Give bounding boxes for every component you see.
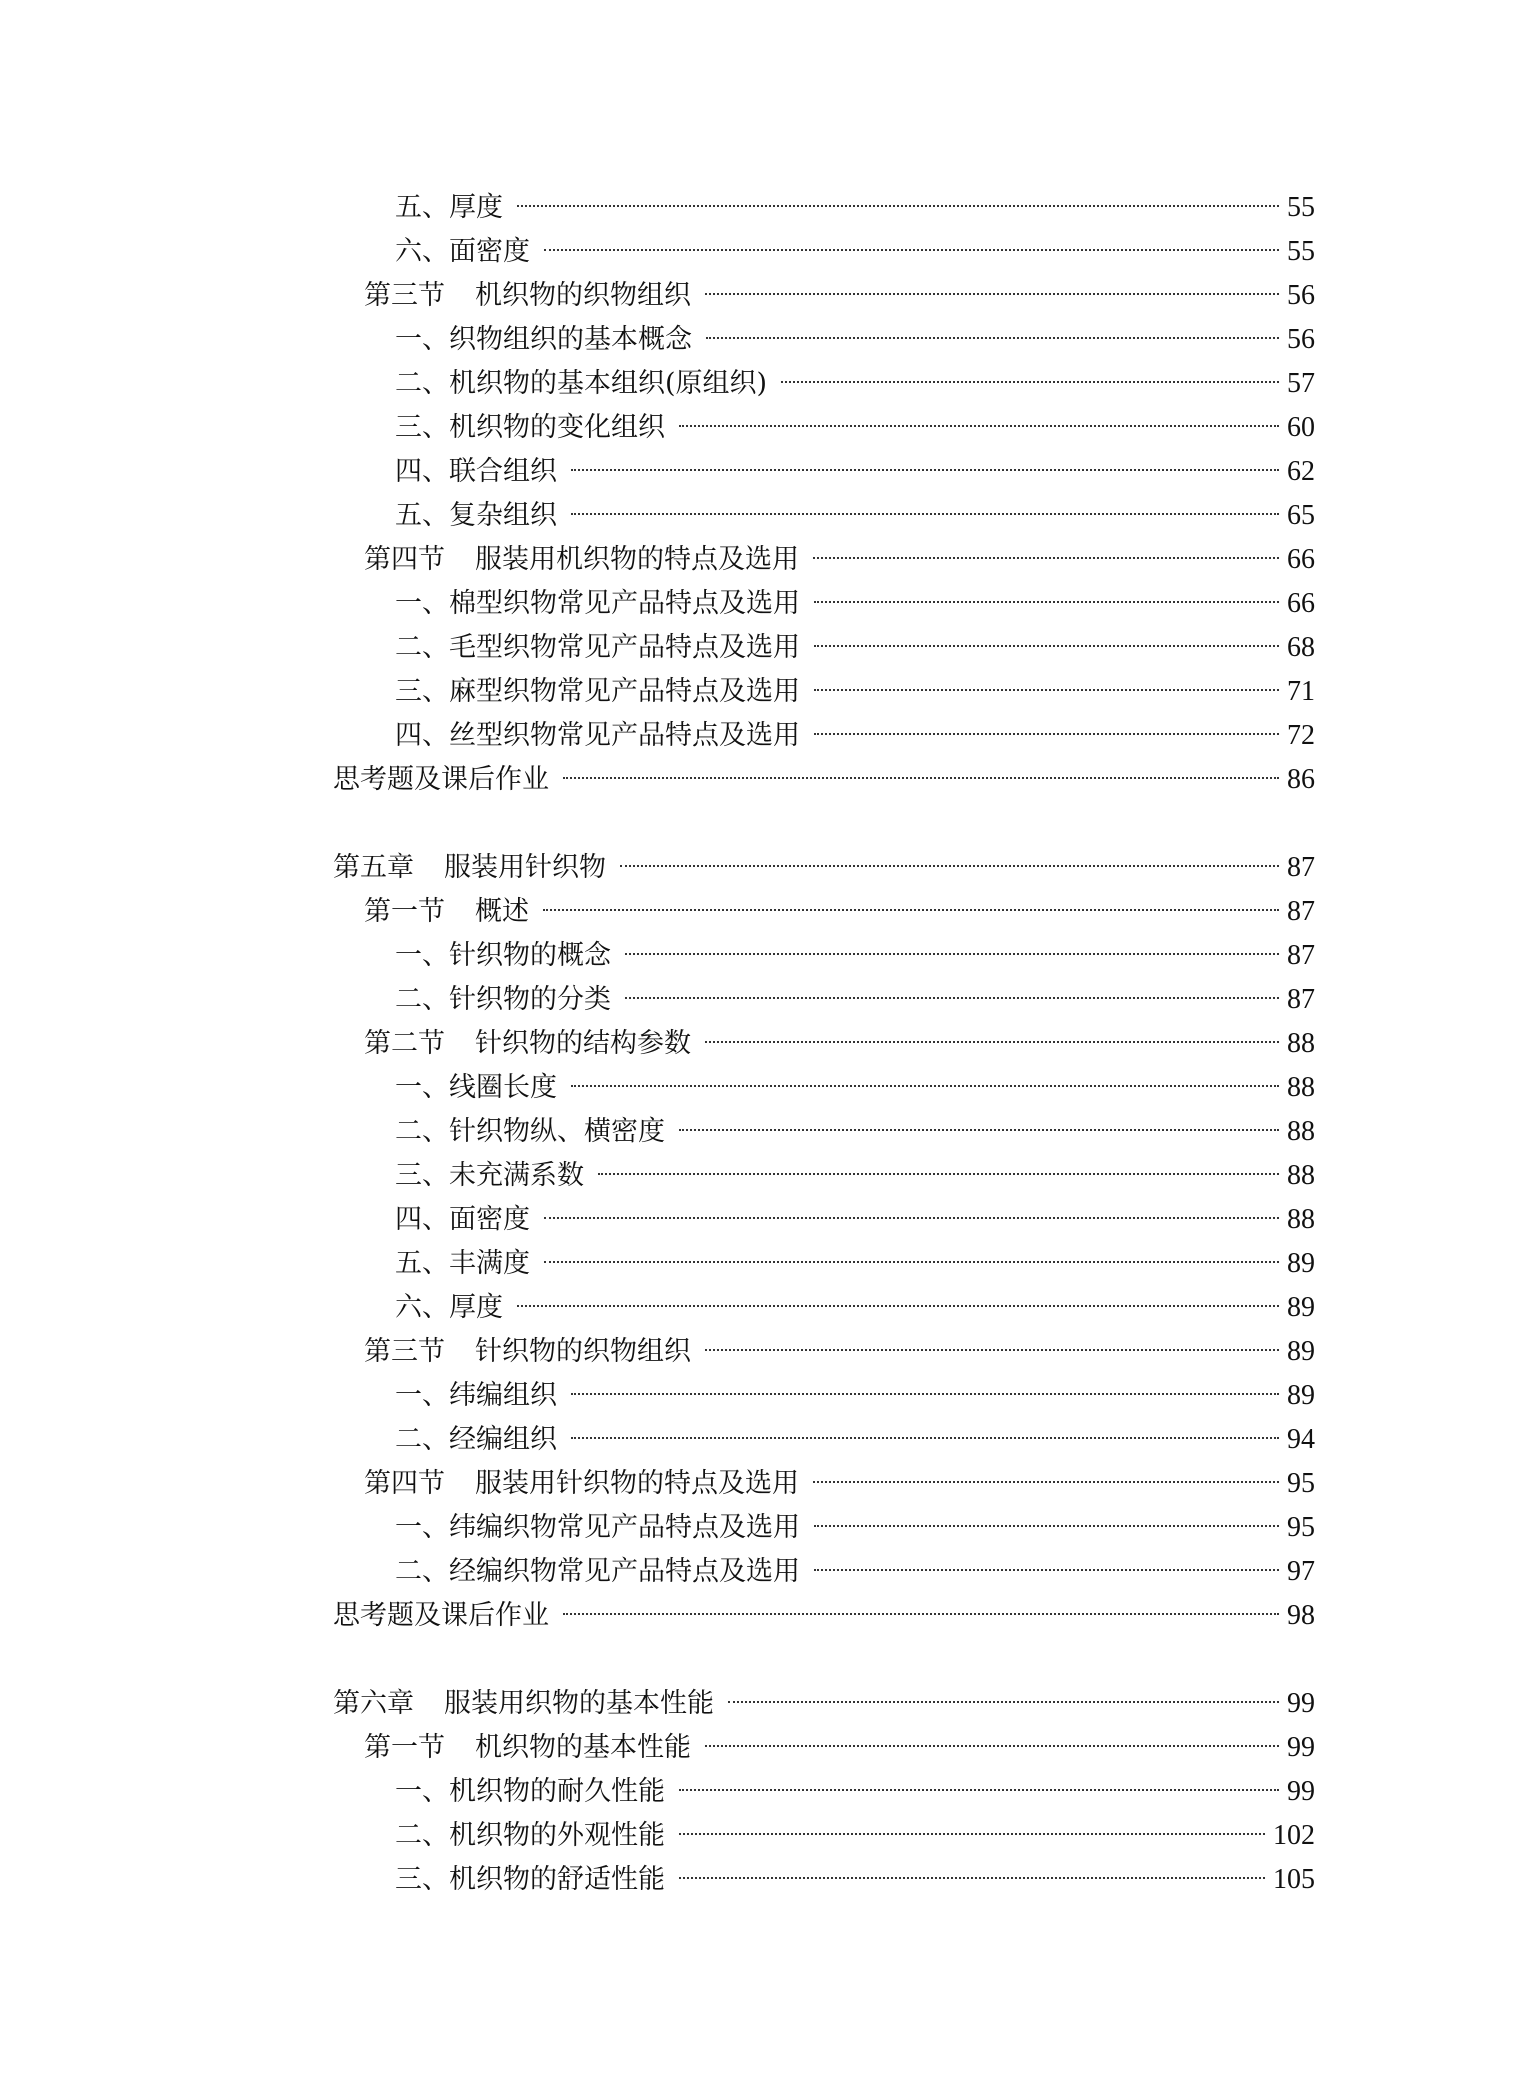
- toc-entry-title: [364, 274, 691, 318]
- toc-title-text: 三、麻型织物常见产品特点及选用: [395, 676, 800, 707]
- toc-entry-subsection[interactable]: [333, 362, 1315, 406]
- toc-section-number: 第二节: [364, 1028, 445, 1059]
- toc-page-number: 55: [1287, 192, 1315, 223]
- toc-dot-leader: [814, 733, 1279, 735]
- toc-entry-title: [395, 1506, 800, 1550]
- toc-entry-title: [333, 846, 606, 890]
- toc-entry-subsection[interactable]: [333, 1154, 1315, 1198]
- toc-dot-leader: [706, 337, 1279, 339]
- toc-entry-section[interactable]: [333, 538, 1315, 582]
- toc-page-number: 98: [1287, 1600, 1315, 1631]
- toc-dot-leader: [705, 1745, 1279, 1747]
- toc-entry-section[interactable]: [333, 1022, 1315, 1066]
- toc-dot-leader: [544, 249, 1279, 251]
- toc-entry-title: [395, 1242, 530, 1286]
- toc-entry-title: [364, 538, 799, 582]
- toc-page-number: 88: [1287, 1160, 1315, 1191]
- toc-entry-subsection[interactable]: [333, 1242, 1315, 1286]
- toc-entry-title: [333, 1682, 714, 1726]
- toc-dot-leader: [814, 645, 1279, 647]
- toc-title-text: 机织物的基本性能: [475, 1732, 691, 1763]
- toc-page-number: 95: [1287, 1468, 1315, 1499]
- toc-entry-title: [395, 1066, 557, 1110]
- toc-dot-leader: [814, 601, 1279, 603]
- toc-title-text: 三、机织物的变化组织: [395, 412, 665, 443]
- toc-entry-subsection[interactable]: [333, 626, 1315, 670]
- toc-page-number: 88: [1287, 1116, 1315, 1147]
- toc-entry-title: [395, 582, 800, 626]
- toc-dot-leader: [679, 1833, 1265, 1835]
- toc-dot-leader: [679, 1877, 1265, 1879]
- toc-title-text: 二、机织物的基本组织(原组织): [395, 368, 768, 399]
- toc-entry-title: [395, 1418, 557, 1462]
- toc-entry-subsection[interactable]: [333, 1770, 1315, 1814]
- toc-entry-title: [395, 450, 557, 494]
- toc-entry-title: [364, 1330, 691, 1374]
- toc-dot-leader: [517, 1305, 1279, 1307]
- toc-title-text: 三、未充满系数: [395, 1160, 584, 1191]
- toc-section-number: 第六章: [333, 1688, 414, 1719]
- toc-title-text: 五、丰满度: [395, 1248, 530, 1279]
- toc-spacer: [333, 802, 1315, 846]
- toc-dot-leader: [571, 1393, 1279, 1395]
- toc-page-number: 99: [1287, 1688, 1315, 1719]
- toc-entry-title: [395, 1814, 665, 1858]
- toc-dot-leader: [598, 1173, 1279, 1175]
- toc-entry-title: [364, 1022, 691, 1066]
- toc-title-text: 概述: [475, 896, 529, 927]
- toc-dot-leader: [814, 1569, 1279, 1571]
- toc-title-text: 二、针织物的分类: [395, 984, 611, 1015]
- toc-section-number: 第一节: [364, 1732, 445, 1763]
- toc-title-text: 服装用织物的基本性能: [444, 1688, 714, 1719]
- toc-title-text: 机织物的织物组织: [475, 280, 691, 311]
- toc-dot-leader: [705, 293, 1279, 295]
- toc-title-text: 六、面密度: [395, 236, 530, 267]
- toc-section-number: 第一节: [364, 896, 445, 927]
- toc-page-number: 89: [1287, 1380, 1315, 1411]
- toc-page-number: 60: [1287, 412, 1315, 443]
- toc-entry-title: [395, 494, 557, 538]
- toc-entry-subsection[interactable]: [333, 1374, 1315, 1418]
- toc-entry-title: [395, 670, 800, 714]
- toc-page-number: 66: [1287, 544, 1315, 575]
- toc-entry-subsection[interactable]: [333, 1506, 1315, 1550]
- toc-entry-chapter[interactable]: [333, 846, 1315, 890]
- toc-dot-leader: [814, 1525, 1279, 1527]
- toc-entry-subsection[interactable]: [333, 1418, 1315, 1462]
- toc-page-number: 68: [1287, 632, 1315, 663]
- toc-dot-leader: [679, 425, 1279, 427]
- toc-page-number: 65: [1287, 500, 1315, 531]
- toc-page-number: 55: [1287, 236, 1315, 267]
- toc-entry-title: [395, 230, 530, 274]
- toc-entry-subsection[interactable]: [333, 1066, 1315, 1110]
- toc-entry-subsection[interactable]: [333, 1286, 1315, 1330]
- toc-page-number: 94: [1287, 1424, 1315, 1455]
- toc-entry-title: [395, 978, 611, 1022]
- toc-dot-leader: [813, 557, 1279, 559]
- toc-title-text: 服装用机织物的特点及选用: [475, 544, 799, 575]
- toc-page-number: 89: [1287, 1248, 1315, 1279]
- toc-section-number: 第三节: [364, 280, 445, 311]
- toc-dot-leader: [563, 1613, 1279, 1615]
- toc-dot-leader: [814, 689, 1279, 691]
- toc-page-number: 57: [1287, 368, 1315, 399]
- toc-section-number: 第五章: [333, 852, 414, 883]
- toc-entry-subsection[interactable]: [333, 670, 1315, 714]
- toc-entry-subsection[interactable]: [333, 318, 1315, 362]
- toc-entry-title: [364, 1726, 691, 1770]
- toc-title-text: 一、纬编组织: [395, 1380, 557, 1411]
- toc-page-number: 88: [1287, 1204, 1315, 1235]
- toc-entry-subsection[interactable]: [333, 978, 1315, 1022]
- toc-dot-leader: [620, 865, 1279, 867]
- toc-title-text: 一、织物组织的基本概念: [395, 324, 692, 355]
- toc-page-number: 56: [1287, 324, 1315, 355]
- toc-page-number: 102: [1273, 1820, 1315, 1851]
- toc-title-text: 一、针织物的概念: [395, 940, 611, 971]
- toc-entry-title: [395, 1198, 530, 1242]
- toc-entry-title: [364, 890, 529, 934]
- toc-dot-leader: [543, 909, 1279, 911]
- toc-title-text: 六、厚度: [395, 1292, 503, 1323]
- toc-page-number: 87: [1287, 852, 1315, 883]
- toc-entry-subsection[interactable]: [333, 230, 1315, 274]
- toc-dot-leader: [571, 1437, 1279, 1439]
- toc-entry-subsection[interactable]: [333, 406, 1315, 450]
- toc-entry-section[interactable]: [333, 890, 1315, 934]
- toc-entry-title: [395, 714, 800, 758]
- toc-entry-title: [395, 626, 800, 670]
- toc-entry-title: [395, 318, 692, 362]
- toc-page-number: 87: [1287, 940, 1315, 971]
- toc-page-number: 88: [1287, 1072, 1315, 1103]
- toc-title-text: 四、联合组织: [395, 456, 557, 487]
- toc-entry-subsection[interactable]: [333, 1814, 1315, 1858]
- toc-entry-title: [395, 362, 767, 406]
- toc-page-number: 97: [1287, 1556, 1315, 1587]
- toc-title-text: 思考题及课后作业: [333, 764, 549, 795]
- toc-section-number: 第四节: [364, 544, 445, 575]
- toc-dot-leader: [625, 953, 1279, 955]
- toc-dot-leader: [705, 1349, 1279, 1351]
- toc-entry-chapter[interactable]: [333, 1682, 1315, 1726]
- toc-section-number: 第三节: [364, 1336, 445, 1367]
- toc-dot-leader: [705, 1041, 1279, 1043]
- toc-dot-leader: [563, 777, 1279, 779]
- toc-entry-exercise[interactable]: [333, 1594, 1315, 1638]
- toc-title-text: 二、毛型织物常见产品特点及选用: [395, 632, 800, 663]
- toc-entry-section[interactable]: [333, 274, 1315, 318]
- toc-dot-leader: [571, 469, 1279, 471]
- toc-title-text: 服装用针织物的特点及选用: [475, 1468, 799, 1499]
- toc-title-text: 四、面密度: [395, 1204, 530, 1235]
- toc-title-text: 二、经编织物常见产品特点及选用: [395, 1556, 800, 1587]
- toc-dot-leader: [517, 205, 1279, 207]
- toc-entry-exercise[interactable]: [333, 758, 1315, 802]
- toc-dot-leader: [544, 1217, 1279, 1219]
- toc-page-number: 66: [1287, 588, 1315, 619]
- toc-page-number: 87: [1287, 984, 1315, 1015]
- toc-title-text: 服装用针织物: [444, 852, 606, 883]
- toc-entry-title: [395, 1374, 557, 1418]
- toc-entry-title: [395, 934, 611, 978]
- toc-page-number: 99: [1287, 1732, 1315, 1763]
- toc-entry-subsection[interactable]: [333, 582, 1315, 626]
- toc-page-number: 86: [1287, 764, 1315, 795]
- toc-entry-section[interactable]: [333, 1726, 1315, 1770]
- toc-page-number: 87: [1287, 896, 1315, 927]
- toc-entry-subsection[interactable]: [333, 186, 1315, 230]
- toc-title-text: 五、复杂组织: [395, 500, 557, 531]
- toc-page-number: 62: [1287, 456, 1315, 487]
- toc-title-text: 思考题及课后作业: [333, 1600, 549, 1631]
- toc-title-text: 二、机织物的外观性能: [395, 1820, 665, 1851]
- toc-spacer: [333, 1638, 1315, 1682]
- toc-entry-title: [395, 406, 665, 450]
- toc-entry-title: [395, 1110, 665, 1154]
- toc-entry-title: [395, 1858, 665, 1902]
- toc-dot-leader: [813, 1481, 1279, 1483]
- toc-entry-title: [395, 1550, 800, 1594]
- toc-page-number: 89: [1287, 1292, 1315, 1323]
- toc-title-text: 针织物的结构参数: [475, 1028, 691, 1059]
- toc-dot-leader: [781, 381, 1279, 383]
- toc-page-number: 56: [1287, 280, 1315, 311]
- table-of-contents: [333, 186, 1315, 1902]
- toc-title-text: 三、机织物的舒适性能: [395, 1864, 665, 1895]
- toc-title-text: 二、经编组织: [395, 1424, 557, 1455]
- toc-entry-title: [395, 186, 503, 230]
- toc-dot-leader: [679, 1129, 1279, 1131]
- toc-entry-subsection[interactable]: [333, 1110, 1315, 1154]
- toc-title-text: 四、丝型织物常见产品特点及选用: [395, 720, 800, 751]
- toc-entry-title: [395, 1154, 584, 1198]
- toc-dot-leader: [571, 513, 1279, 515]
- toc-title-text: 一、机织物的耐久性能: [395, 1776, 665, 1807]
- toc-dot-leader: [571, 1085, 1279, 1087]
- toc-entry-title: [395, 1286, 503, 1330]
- toc-entry-section[interactable]: [333, 1330, 1315, 1374]
- toc-title-text: 一、线圈长度: [395, 1072, 557, 1103]
- toc-entry-subsection[interactable]: [333, 1550, 1315, 1594]
- toc-page-number: 88: [1287, 1028, 1315, 1059]
- toc-title-text: 五、厚度: [395, 192, 503, 223]
- toc-title-text: 针织物的织物组织: [475, 1336, 691, 1367]
- toc-title-text: 二、针织物纵、横密度: [395, 1116, 665, 1147]
- toc-entry-title: [395, 1770, 665, 1814]
- toc-entry-title: [333, 1594, 549, 1638]
- toc-entry-subsection[interactable]: [333, 1198, 1315, 1242]
- toc-page-number: 72: [1287, 720, 1315, 751]
- toc-entry-subsection[interactable]: [333, 1858, 1315, 1902]
- toc-entry-title: [364, 1462, 799, 1506]
- toc-page-number: 105: [1273, 1864, 1315, 1895]
- toc-entry-subsection[interactable]: [333, 714, 1315, 758]
- toc-dot-leader: [625, 997, 1279, 999]
- toc-page-number: 89: [1287, 1336, 1315, 1367]
- toc-entry-subsection[interactable]: [333, 450, 1315, 494]
- toc-entry-title: [333, 758, 549, 802]
- toc-dot-leader: [544, 1261, 1279, 1263]
- toc-title-text: 一、棉型织物常见产品特点及选用: [395, 588, 800, 619]
- toc-page-number: 71: [1287, 676, 1315, 707]
- toc-entry-subsection[interactable]: [333, 934, 1315, 978]
- toc-page-number: 99: [1287, 1776, 1315, 1807]
- toc-title-text: 一、纬编织物常见产品特点及选用: [395, 1512, 800, 1543]
- toc-entry-subsection[interactable]: [333, 494, 1315, 538]
- toc-dot-leader: [679, 1789, 1279, 1791]
- toc-dot-leader: [728, 1701, 1279, 1703]
- toc-section-number: 第四节: [364, 1468, 445, 1499]
- toc-entry-section[interactable]: [333, 1462, 1315, 1506]
- toc-page-number: 95: [1287, 1512, 1315, 1543]
